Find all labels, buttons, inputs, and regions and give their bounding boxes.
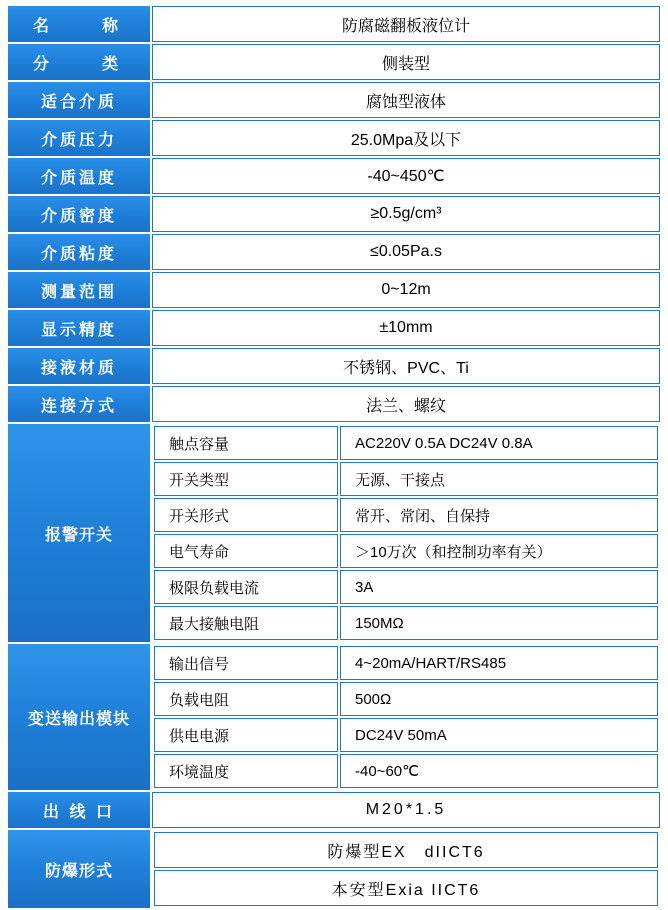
row-value: ±10mm [152, 310, 660, 346]
row-value: 0~12m [152, 272, 660, 308]
item-value: 4~20mA/HART/RS485 [340, 646, 658, 680]
list-item [154, 534, 658, 568]
row-value: -40~450℃ [152, 158, 660, 194]
item-name: 最大接触电阻 [154, 606, 338, 640]
item-name: 电气寿命 [154, 534, 338, 568]
row-value: ≤0.05Pa.s [152, 234, 660, 270]
item-name: 负载电阻 [154, 682, 338, 716]
list-item [154, 718, 658, 752]
row-label: 接液材质 [8, 348, 150, 384]
explosion-proof-items [152, 830, 660, 908]
row-label: 介质粘度 [8, 234, 150, 270]
item-value: 本安型Exia IICT6 [154, 870, 658, 906]
item-name: 开关类型 [154, 462, 338, 496]
table-row [8, 386, 660, 422]
list-item [154, 754, 658, 788]
item-value: AC220V 0.5A DC24V 0.8A [340, 426, 658, 460]
item-name: 开关形式 [154, 498, 338, 532]
explosion-proof-table [152, 830, 660, 908]
item-name: 供电电源 [154, 718, 338, 752]
table-row [8, 158, 660, 194]
transmitter-module-items [152, 644, 660, 790]
transmitter-module-table [152, 644, 660, 790]
table-row [8, 234, 660, 270]
list-item [154, 870, 658, 906]
row-label: 分 类 [8, 44, 150, 80]
alarm-switch-items [152, 424, 660, 642]
item-value: 无源、干接点 [340, 462, 658, 496]
alarm-switch-label: 报警开关 [8, 424, 150, 642]
spec-table [6, 4, 662, 910]
table-row [8, 6, 660, 42]
row-label: 测量范围 [8, 272, 150, 308]
row-value: 法兰、螺纹 [152, 386, 660, 422]
list-item [154, 646, 658, 680]
row-label: 介质温度 [8, 158, 150, 194]
item-value: DC24V 50mA [340, 718, 658, 752]
outlet-label: 出 线 口 [8, 792, 150, 828]
row-value: 不锈钢、PVC、Ti [152, 348, 660, 384]
list-item [154, 462, 658, 496]
list-item [154, 426, 658, 460]
transmitter-module-row [8, 644, 660, 790]
item-value: ＞10万次（和控制功率有关） [340, 534, 658, 568]
table-row [8, 348, 660, 384]
item-value: 150MΩ [340, 606, 658, 640]
row-value: 防腐磁翻板液位计 [152, 6, 660, 42]
alarm-switch-row [8, 424, 660, 642]
table-row [8, 82, 660, 118]
item-value: -40~60℃ [340, 754, 658, 788]
item-value: 500Ω [340, 682, 658, 716]
alarm-switch-table [152, 424, 660, 642]
row-label: 介质密度 [8, 196, 150, 232]
list-item [154, 498, 658, 532]
row-value: 腐蚀型液体 [152, 82, 660, 118]
item-name: 环境温度 [154, 754, 338, 788]
outlet-row [8, 792, 660, 828]
table-row [8, 310, 660, 346]
row-value: ≥0.5g/cm³ [152, 196, 660, 232]
item-name: 极限负载电流 [154, 570, 338, 604]
table-row [8, 196, 660, 232]
list-item [154, 832, 658, 868]
explosion-proof-row [8, 830, 660, 908]
transmitter-module-label: 变送输出模块 [8, 644, 150, 790]
item-name: 输出信号 [154, 646, 338, 680]
item-value: 3A [340, 570, 658, 604]
row-label: 介质压力 [8, 120, 150, 156]
row-label: 显示精度 [8, 310, 150, 346]
row-label: 适合介质 [8, 82, 150, 118]
row-value: 侧装型 [152, 44, 660, 80]
table-row [8, 272, 660, 308]
list-item [154, 682, 658, 716]
outlet-value: M20*1.5 [152, 792, 660, 828]
list-item [154, 606, 658, 640]
row-value: 25.0Mpa及以下 [152, 120, 660, 156]
item-value: 常开、常闭、自保持 [340, 498, 658, 532]
item-name: 触点容量 [154, 426, 338, 460]
explosion-proof-label: 防爆形式 [8, 830, 150, 908]
list-item [154, 570, 658, 604]
row-label: 连接方式 [8, 386, 150, 422]
row-label: 名 称 [8, 6, 150, 42]
item-value: 防爆型EX dIICT6 [154, 832, 658, 868]
table-row [8, 44, 660, 80]
table-row [8, 120, 660, 156]
